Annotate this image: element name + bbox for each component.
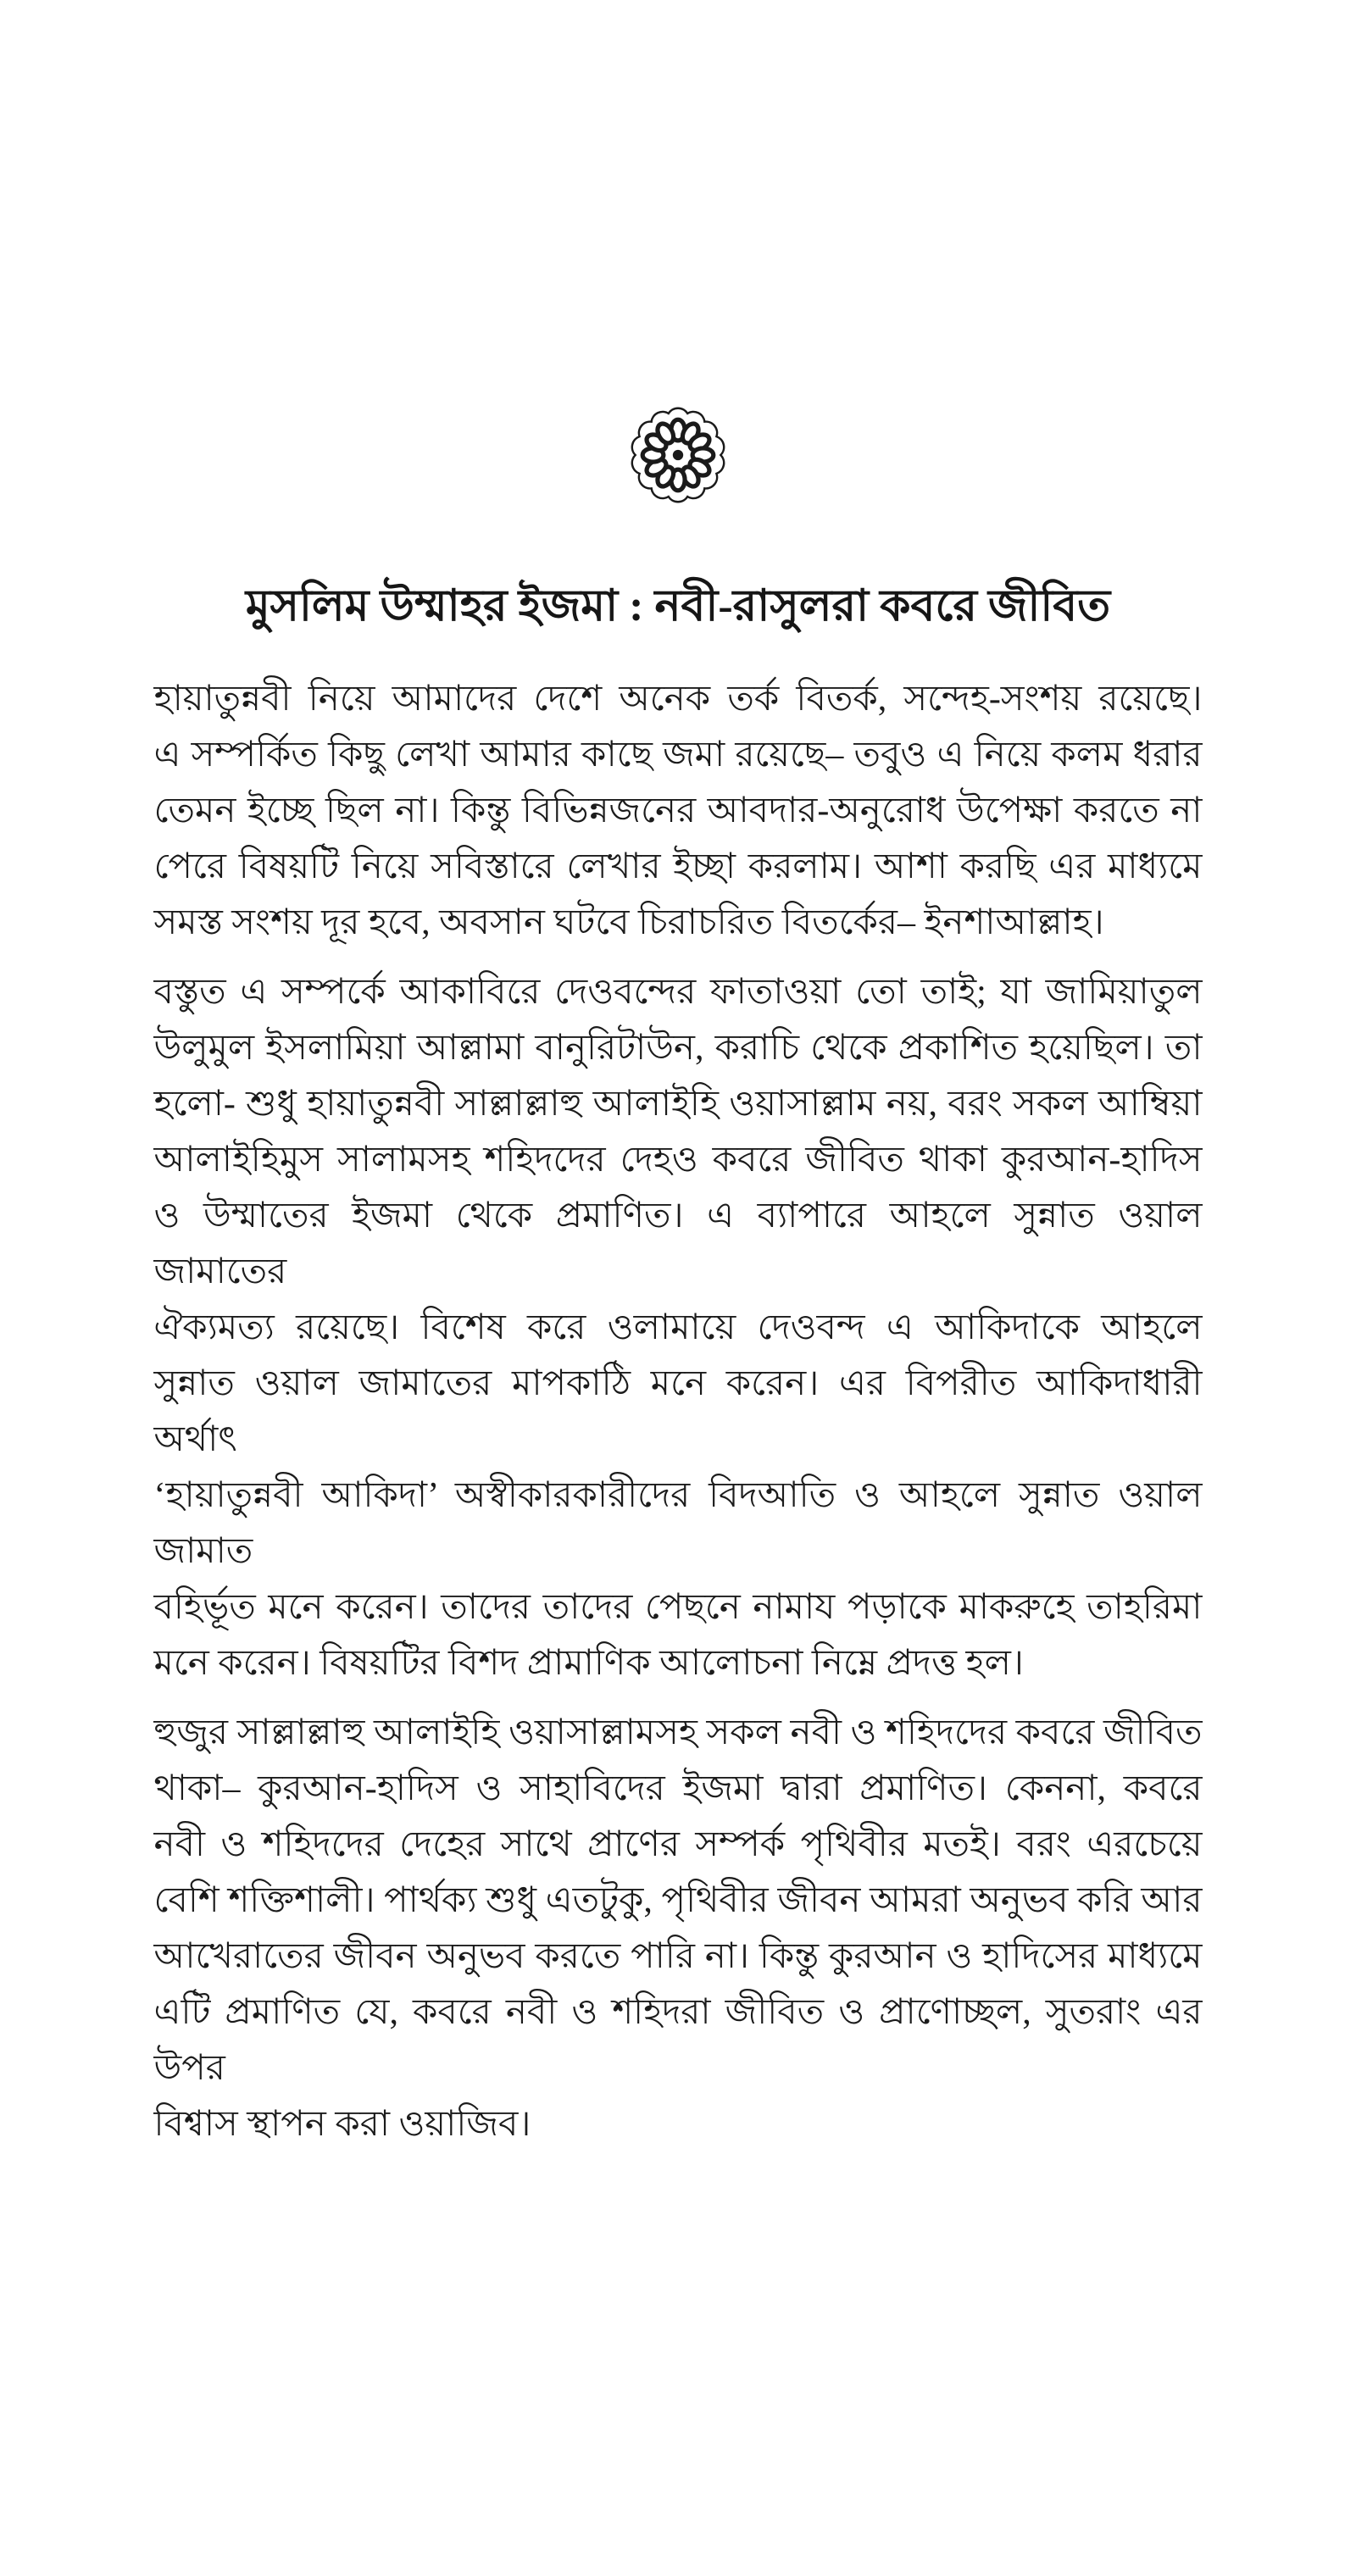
paragraph — [154, 1705, 1203, 2152]
text-line: হায়াতুন্নবী নিয়ে আমাদের দেশে অনেক তর্ক বিতর্ক, সন্দেহ-সংশয় রয়েছে। — [153, 680, 1203, 719]
text-line: হুজুর সাল্লাল্লাহু আলাইহি ওয়াসাল্লামসহ সকল নবী ও শহিদদের কবরে জীবিত — [153, 1713, 1203, 1752]
text-line: থাকা– কুরআন-হাদিস ও সাহাবিদের ইজমা দ্বারা প্রমাণিত। কেননা, কবরে — [153, 1769, 1203, 1808]
text-line: পেরে বিষয়টি নিয়ে সবিস্তারে লেখার ইচ্ছা করলাম। আশা করছি এর মাধ্যমে — [153, 847, 1203, 886]
text-line: সুন্নাত ওয়াল জামাতের মাপকাঠি মনে করেন। এর বিপরীত আকিদাধারী অর্থাৎ — [153, 1364, 1203, 1459]
text-line: এ সম্পর্কিত কিছু লেখা আমার কাছে জমা রয়েছে– তবুও এ নিয়ে কলম ধরার — [153, 736, 1203, 774]
text-line: মনে করেন। বিষয়টির বিশদ প্রামাণিক আলোচনা নিম্নে প্রদত্ত হল। — [153, 1644, 1024, 1683]
text-line: সমস্ত সংশয় দূর হবে, অবসান ঘটবে চিরাচরিত বিতর্কের– ইনশাআল্লাহ। — [153, 903, 1104, 942]
text-line: এটি প্রমাণিত যে, কবরে নবী ও শহিদরা জীবিত ও প্রাণোচ্ছল, সুতরাং এর উপর — [153, 1993, 1203, 2088]
text-line: আখেরাতের জীবন অনুভব করতে পারি না। কিন্তু কুরআন ও হাদিসের মাধ্যমে — [153, 1937, 1203, 1976]
text-line: আলাইহিমুস সালামসহ শহিদদের দেহও কবরে জীবিত থাকা কুরআন-হাদিস — [153, 1141, 1203, 1180]
paragraph — [154, 964, 1203, 1691]
text-line: হলো- শুধু হায়াতুন্নবী সাল্লাল্লাহু আলাইহি ওয়াসাল্লাম নয়, বরং সকল আম্বিয়া — [153, 1085, 1203, 1124]
paragraphs — [154, 671, 1203, 2152]
text-line: নবী ও শহিদদের দেহের সাথে প্রাণের সম্পর্ক পৃথিবীর মতই। বরং এরচেয়ে — [153, 1825, 1203, 1864]
text-line: ঐক্যমত্য রয়েছে। বিশেষ করে ওলামায়ে দেওবন্দ এ আকিদাকে আহলে — [153, 1308, 1203, 1347]
text-line: ‘হায়াতুন্নবী আকিদা’ অস্বীকারকারীদের বিদআতি ও আহলে সুন্নাত ওয়াল জামাত — [153, 1476, 1203, 1571]
chapter-title: মুসলিম উম্মাহর ইজমা : নবী-রাসুলরা কবরে জীবিত — [245, 582, 1111, 630]
paragraph — [154, 671, 1203, 951]
text-line: তেমন ইচ্ছে ছিল না। কিন্তু বিভিন্নজনের আবদার-অনুরোধ উপেক্ষা করতে না — [153, 791, 1203, 830]
text-line: উলুমুল ইসলামিয়া আল্লামা বানুরিটাউন, করাচি থেকে প্রকাশিত হয়েছিল। তা — [153, 1029, 1203, 1068]
text-line: বস্তুত এ সম্পর্কে আকাবিরে দেওবন্দের ফাতাওয়া তো তাই; যা জামিয়াতুল — [153, 973, 1203, 1012]
book-page — [0, 407, 1356, 2576]
text-line: ও উম্মাতের ইজমা থেকে প্রমাণিত। এ ব্যাপারে আহলে সুন্নাত ওয়াল জামাতের — [153, 1196, 1203, 1291]
text-line: বিশ্বাস স্থাপন করা ওয়াজিব। — [153, 2105, 531, 2144]
text-line: বহির্ভূত মনে করেন। তাদের তাদের পেছনে নামায পড়াকে মাকরুহে তাহরিমা — [153, 1588, 1203, 1627]
flower-rosette-icon — [630, 407, 726, 503]
text-line: বেশি শক্তিশালী। পার্থক্য শুধু এতটুকু, পৃথিবীর জীবন আমরা অনুভব করি আর — [153, 1881, 1203, 1920]
